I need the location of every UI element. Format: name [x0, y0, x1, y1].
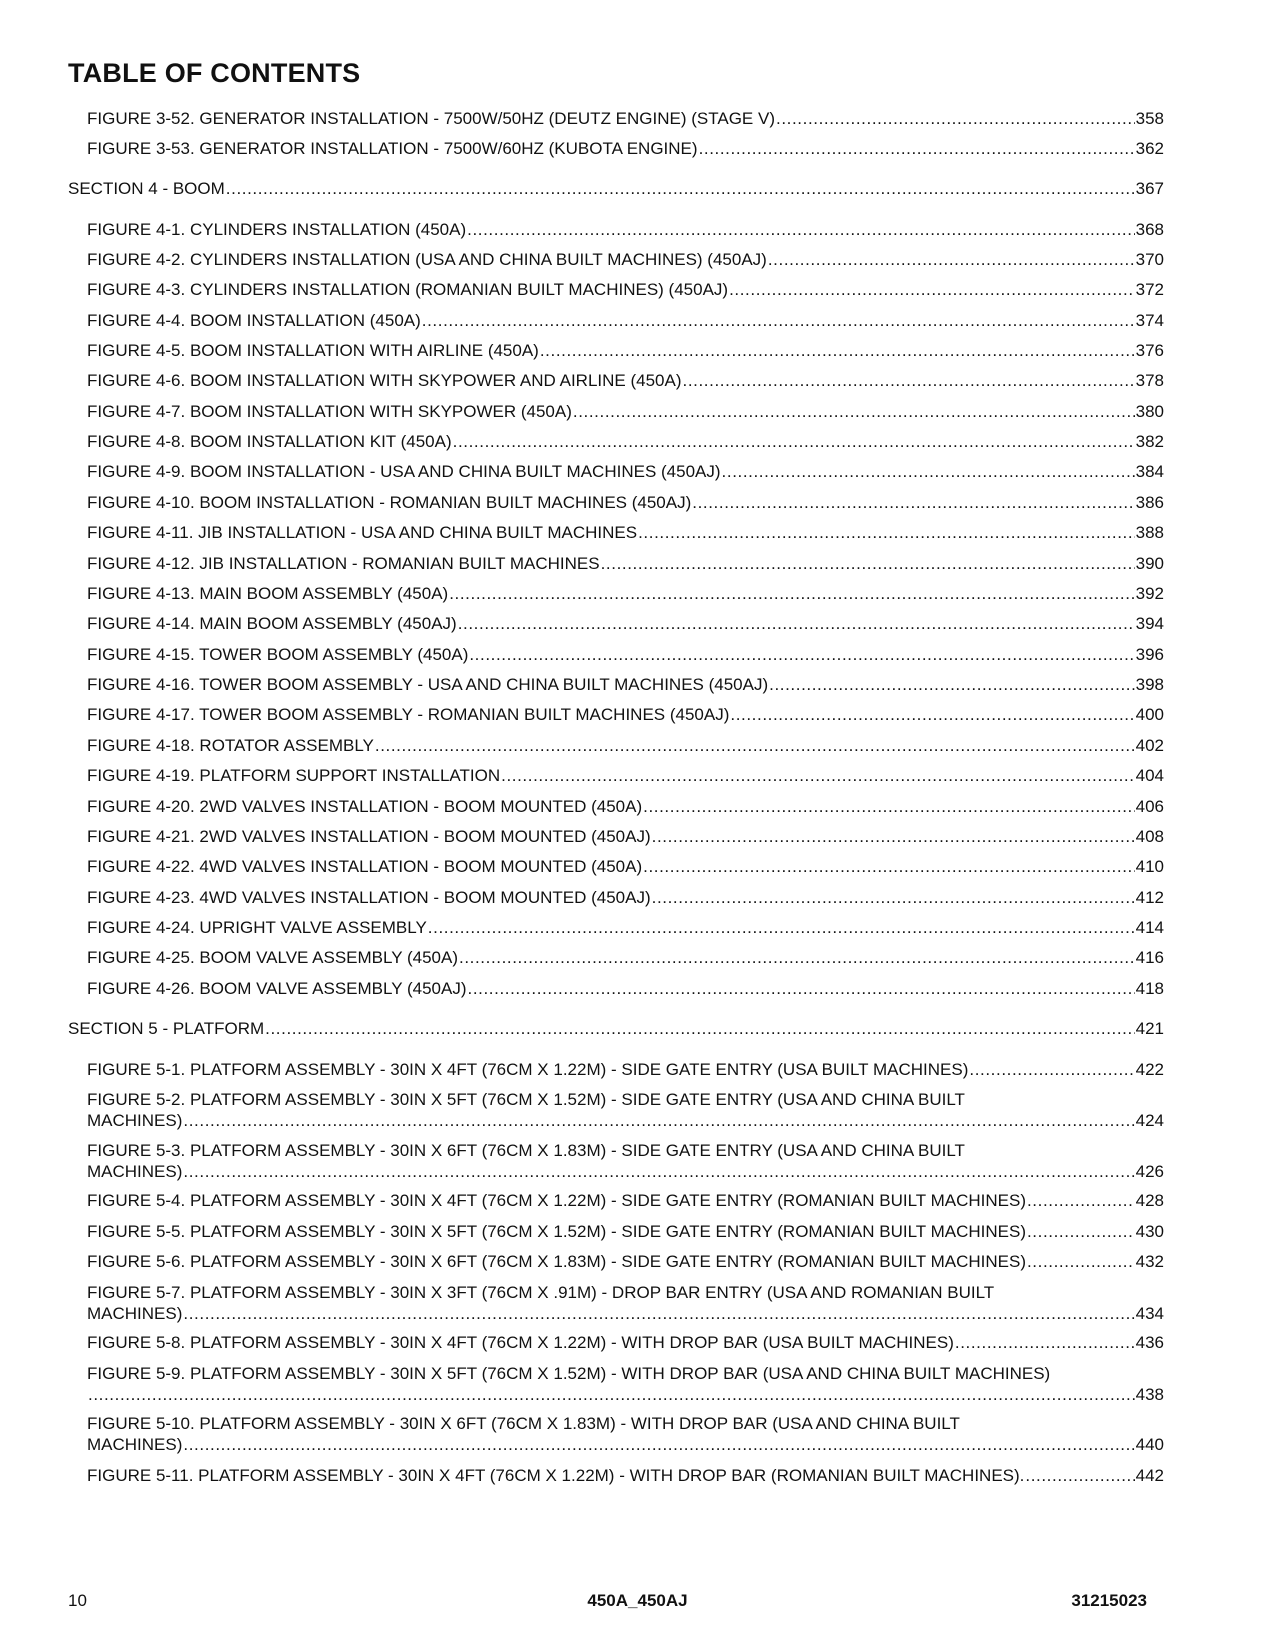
toc-figure-entry[interactable]: [87, 978, 1164, 999]
toc-figure-entry[interactable]: [87, 279, 1164, 300]
toc-figure-entry[interactable]: [87, 1059, 1164, 1080]
toc-entry-title: FIGURE 4-4. BOOM INSTALLATION (450A): [87, 311, 421, 330]
toc-figure-entry[interactable]: [87, 249, 1164, 270]
toc-page-number: 418: [1135, 979, 1164, 998]
toc-figure-entry[interactable]: [87, 553, 1164, 574]
toc-figure-entry[interactable]: [87, 917, 1164, 938]
toc-entry-title: FIGURE 5-1. PLATFORM ASSEMBLY - 30IN X 4FT (76CM X 1.22M) - SIDE GATE ENTRY (USA BUILT MACHINES): [87, 1060, 969, 1079]
toc-page-number: 432: [1135, 1252, 1164, 1271]
toc-entry-title-continued: MACHINES): [87, 1304, 183, 1323]
toc-entry-title: FIGURE 5-2. PLATFORM ASSEMBLY - 30IN X 5FT (76CM X 1.52M) - SIDE GATE ENTRY (USA AND CHINA BUILT: [87, 1090, 965, 1109]
dot-leader: [1027, 1190, 1135, 1211]
dot-leader: [183, 1434, 1134, 1455]
toc-entry-title: FIGURE 4-24. UPRIGHT VALVE ASSEMBLY: [87, 918, 427, 937]
toc-entry-title: FIGURE 5-6. PLATFORM ASSEMBLY - 30IN X 6FT (76CM X 1.83M) - SIDE GATE ENTRY (ROMANIAN BUILT MACHINES): [87, 1252, 1026, 1271]
dot-leader: [643, 856, 1135, 877]
toc-page-number: 434: [1135, 1304, 1164, 1323]
toc-entry-title: FIGURE 4-20. 2WD VALVES INSTALLATION - BOOM MOUNTED (450A): [87, 797, 643, 816]
toc-entry-title: FIGURE 3-53. GENERATOR INSTALLATION - 7500W/60HZ (KUBOTA ENGINE): [87, 139, 698, 158]
toc-entry-title: FIGURE 4-21. 2WD VALVES INSTALLATION - BOOM MOUNTED (450AJ): [87, 827, 651, 846]
dot-leader: [652, 887, 1135, 908]
dot-leader: [692, 492, 1134, 513]
toc-figure-entry[interactable]: [87, 1190, 1164, 1211]
dot-leader: [183, 1110, 1134, 1131]
toc-figure-entry[interactable]: [87, 1140, 1164, 1182]
dot-leader: [601, 553, 1135, 574]
toc-figure-entry[interactable]: [87, 704, 1164, 725]
toc-page-number: 396: [1135, 645, 1164, 664]
dot-leader: [768, 249, 1135, 270]
toc-entry-title: FIGURE 4-15. TOWER BOOM ASSEMBLY (450A): [87, 645, 469, 664]
toc-figure-entry[interactable]: [87, 108, 1164, 129]
toc-page-number: 362: [1135, 139, 1164, 158]
toc-entry-title: FIGURE 5-11. PLATFORM ASSEMBLY - 30IN X 4FT (76CM X 1.22M) - WITH DROP BAR (ROMANIAN BUILT MACHINES).: [87, 1466, 1025, 1485]
toc-figure-entry[interactable]: [87, 1282, 1164, 1324]
toc-entry-title: FIGURE 4-13. MAIN BOOM ASSEMBLY (450A): [87, 584, 449, 603]
toc-entry-title: SECTION 4 - BOOM: [68, 179, 225, 198]
toc-page-number: 380: [1135, 402, 1164, 421]
dot-leader: [573, 401, 1135, 422]
toc-page-number: 394: [1135, 614, 1164, 633]
toc-figure-entry[interactable]: [87, 1363, 1164, 1405]
toc-figure-entry[interactable]: [87, 583, 1164, 604]
toc-figure-entry[interactable]: [87, 219, 1164, 240]
toc-figure-entry[interactable]: [87, 887, 1164, 908]
toc-entry-title: SECTION 5 - PLATFORM: [68, 1019, 265, 1038]
toc-figure-entry[interactable]: [87, 735, 1164, 756]
dot-leader: [540, 340, 1135, 361]
toc-entry-title: FIGURE 4-26. BOOM VALVE ASSEMBLY (450AJ): [87, 979, 467, 998]
dot-leader: [88, 1384, 1135, 1405]
toc-page-number: 421: [1135, 1019, 1164, 1038]
toc-page-number: 376: [1135, 341, 1164, 360]
toc-page-number: 390: [1135, 554, 1164, 573]
dot-leader: [652, 826, 1135, 847]
dot-leader: [375, 735, 1135, 756]
toc-page-number: 358: [1135, 109, 1164, 128]
toc-page-number: 408: [1135, 827, 1164, 846]
footer-model: 450A_450AJ: [587, 1591, 688, 1610]
dot-leader: [226, 178, 1135, 199]
toc-page-number: 374: [1135, 311, 1164, 330]
toc-entry-title: FIGURE 4-5. BOOM INSTALLATION WITH AIRLINE (450A): [87, 341, 539, 360]
toc-entry-title: FIGURE 4-12. JIB INSTALLATION - ROMANIAN BUILT MACHINES: [87, 554, 600, 573]
toc-entry-title: FIGURE 4-1. CYLINDERS INSTALLATION (450A): [87, 220, 467, 239]
toc-page-number: 386: [1135, 493, 1164, 512]
toc-entry-title: FIGURE 5-9. PLATFORM ASSEMBLY - 30IN X 5FT (76CM X 1.52M) - WITH DROP BAR (USA AND CHINA BUILT MACHINES): [87, 1364, 1051, 1383]
dot-leader: [183, 1161, 1134, 1182]
toc-entry-title: FIGURE 4-17. TOWER BOOM ASSEMBLY - ROMANIAN BUILT MACHINES (450AJ): [87, 705, 730, 724]
toc-entry-title: FIGURE 5-8. PLATFORM ASSEMBLY - 30IN X 4FT (76CM X 1.22M) - WITH DROP BAR (USA BUILT MACHINES): [87, 1333, 954, 1352]
dot-leader: [955, 1332, 1135, 1353]
toc-page-number: 370: [1135, 250, 1164, 269]
dot-leader: [638, 522, 1135, 543]
toc-figure-entry[interactable]: [87, 674, 1164, 695]
toc-page-number: 388: [1135, 523, 1164, 542]
toc-entry-title: FIGURE 4-7. BOOM INSTALLATION WITH SKYPOWER (450A): [87, 402, 572, 421]
toc-figure-entry[interactable]: [87, 522, 1164, 543]
toc-figure-entry[interactable]: [87, 461, 1164, 482]
toc-entry-title-continued: MACHINES): [87, 1435, 183, 1454]
toc-page-number: 398: [1135, 675, 1164, 694]
toc-figure-entry[interactable]: [87, 310, 1164, 331]
dot-leader: [769, 674, 1135, 695]
toc-figure-entry[interactable]: [87, 826, 1164, 847]
toc-figure-entry[interactable]: [87, 947, 1164, 968]
toc-entry-title: FIGURE 4-19. PLATFORM SUPPORT INSTALLATION: [87, 766, 501, 785]
toc-figure-entry[interactable]: [87, 370, 1164, 391]
dot-leader: [183, 1303, 1134, 1324]
toc-page-number: 384: [1135, 462, 1164, 481]
toc-page-number: 378: [1135, 371, 1164, 390]
toc-entry-title: FIGURE 4-8. BOOM INSTALLATION KIT (450A): [87, 432, 452, 451]
dot-leader: [722, 461, 1135, 482]
toc-page-number: 426: [1135, 1162, 1164, 1181]
toc-entry-title: FIGURE 5-4. PLATFORM ASSEMBLY - 30IN X 4FT (76CM X 1.22M) - SIDE GATE ENTRY (ROMANIAN BUILT MACHINES): [87, 1191, 1026, 1210]
toc-entry-title: FIGURE 4-10. BOOM INSTALLATION - ROMANIAN BUILT MACHINES (450AJ): [87, 493, 692, 512]
toc-figure-entry[interactable]: [87, 644, 1164, 665]
toc-entry-title: FIGURE 4-9. BOOM INSTALLATION - USA AND CHINA BUILT MACHINES (450AJ): [87, 462, 721, 481]
dot-leader: [730, 704, 1134, 725]
page-title: TABLE OF CONTENTS: [68, 58, 361, 88]
dot-leader: [468, 978, 1135, 999]
toc-page-number: 410: [1135, 857, 1164, 876]
toc-page-number: 414: [1135, 918, 1164, 937]
dot-leader: [501, 765, 1135, 786]
toc-page-number: 404: [1135, 766, 1164, 785]
dot-leader: [449, 583, 1134, 604]
toc-entry-title: FIGURE 4-3. CYLINDERS INSTALLATION (ROMANIAN BUILT MACHINES) (450AJ): [87, 280, 729, 299]
dot-leader: [469, 644, 1134, 665]
toc-entry-title: FIGURE 4-6. BOOM INSTALLATION WITH SKYPOWER AND AIRLINE (450A): [87, 371, 682, 390]
toc-entry-title: FIGURE 4-18. ROTATOR ASSEMBLY: [87, 736, 374, 755]
toc-entry-title: FIGURE 3-52. GENERATOR INSTALLATION - 7500W/50HZ (DEUTZ ENGINE) (STAGE V): [87, 109, 775, 128]
toc-page-number: 440: [1135, 1435, 1164, 1454]
toc-page-number: 416: [1135, 948, 1164, 967]
toc-page-number: 392: [1135, 584, 1164, 603]
toc-entry-title: FIGURE 5-7. PLATFORM ASSEMBLY - 30IN X 3FT (76CM X .91M) - DROP BAR ENTRY (USA AND ROMANIAN BUILT: [87, 1283, 995, 1302]
toc-entry-title-continued: MACHINES): [87, 1111, 183, 1130]
toc-figure-entry[interactable]: [87, 431, 1164, 452]
dot-leader: [643, 796, 1135, 817]
toc-figure-entry[interactable]: [87, 765, 1164, 786]
dot-leader: [1027, 1221, 1135, 1242]
toc-figure-entry[interactable]: [87, 796, 1164, 817]
toc-page-number: 422: [1135, 1060, 1164, 1079]
toc-entry-title: FIGURE 4-2. CYLINDERS INSTALLATION (USA AND CHINA BUILT MACHINES) (450AJ): [87, 250, 767, 269]
toc-section-entry[interactable]: [68, 178, 1164, 199]
toc-figure-entry[interactable]: [87, 138, 1164, 159]
dot-leader: [776, 108, 1135, 129]
toc-entry-title: FIGURE 5-3. PLATFORM ASSEMBLY - 30IN X 6FT (76CM X 1.83M) - SIDE GATE ENTRY (USA AND CHINA BUILT: [87, 1141, 965, 1160]
toc-entry-title-continued: MACHINES): [87, 1162, 183, 1181]
toc-entry-title: FIGURE 5-5. PLATFORM ASSEMBLY - 30IN X 5FT (76CM X 1.52M) - SIDE GATE ENTRY (ROMANIAN BUILT MACHINES): [87, 1222, 1026, 1241]
toc-page-number: 438: [1135, 1385, 1164, 1404]
dot-leader: [969, 1059, 1134, 1080]
toc-page-number: 372: [1135, 280, 1164, 299]
toc-page-number: 430: [1135, 1222, 1164, 1241]
dot-leader: [458, 613, 1135, 634]
toc-entry-title: FIGURE 4-25. BOOM VALVE ASSEMBLY (450A): [87, 948, 458, 967]
toc-page-number: 424: [1135, 1111, 1164, 1130]
toc-section-entry[interactable]: [68, 1018, 1164, 1039]
dot-leader: [1025, 1465, 1134, 1486]
dot-leader: [265, 1018, 1134, 1039]
toc-entry-title: FIGURE 4-23. 4WD VALVES INSTALLATION - BOOM MOUNTED (450AJ): [87, 888, 651, 907]
dot-leader: [683, 370, 1135, 391]
toc-entry-title: FIGURE 4-11. JIB INSTALLATION - USA AND CHINA BUILT MACHINES: [87, 523, 638, 542]
toc-figure-entry[interactable]: [87, 1465, 1164, 1486]
footer-page-number: 10: [68, 1591, 87, 1610]
toc-page-number: 382: [1135, 432, 1164, 451]
toc-page-number: 412: [1135, 888, 1164, 907]
dot-leader: [467, 219, 1134, 240]
toc-figure-entry[interactable]: [87, 1089, 1164, 1131]
toc-figure-entry[interactable]: [87, 856, 1164, 877]
toc-page-number: 442: [1135, 1466, 1164, 1485]
toc-page-number: 400: [1135, 705, 1164, 724]
toc-page-number: 428: [1135, 1191, 1164, 1210]
toc-figure-entry[interactable]: [87, 492, 1164, 513]
toc-entry-title: FIGURE 5-10. PLATFORM ASSEMBLY - 30IN X 6FT (76CM X 1.83M) - WITH DROP BAR (USA AND CHINA BUILT: [87, 1414, 960, 1433]
toc-figure-entry[interactable]: [87, 613, 1164, 634]
toc-entry-title: FIGURE 4-16. TOWER BOOM ASSEMBLY - USA AND CHINA BUILT MACHINES (450AJ): [87, 675, 769, 694]
toc-figure-entry[interactable]: [87, 401, 1164, 422]
footer-doc-number: 31215023: [1071, 1591, 1147, 1610]
toc-figure-entry[interactable]: [87, 1221, 1164, 1242]
toc-page-number: 367: [1135, 179, 1164, 198]
dot-leader: [459, 947, 1135, 968]
toc-entry-title: FIGURE 4-14. MAIN BOOM ASSEMBLY (450AJ): [87, 614, 457, 633]
toc-figure-entry[interactable]: [87, 340, 1164, 361]
dot-leader: [428, 917, 1135, 938]
toc-figure-entry[interactable]: [87, 1332, 1164, 1353]
toc-figure-entry[interactable]: [87, 1413, 1164, 1455]
toc-page-number: 406: [1135, 797, 1164, 816]
dot-leader: [1027, 1251, 1135, 1272]
dot-leader: [699, 138, 1135, 159]
toc-page-number: 436: [1135, 1333, 1164, 1352]
dot-leader: [729, 279, 1135, 300]
dot-leader: [453, 431, 1135, 452]
toc-entry-title: FIGURE 4-22. 4WD VALVES INSTALLATION - BOOM MOUNTED (450A): [87, 857, 643, 876]
toc-figure-entry[interactable]: [87, 1251, 1164, 1272]
toc-page-number: 402: [1135, 736, 1164, 755]
dot-leader: [422, 310, 1135, 331]
toc-page-number: 368: [1135, 220, 1164, 239]
